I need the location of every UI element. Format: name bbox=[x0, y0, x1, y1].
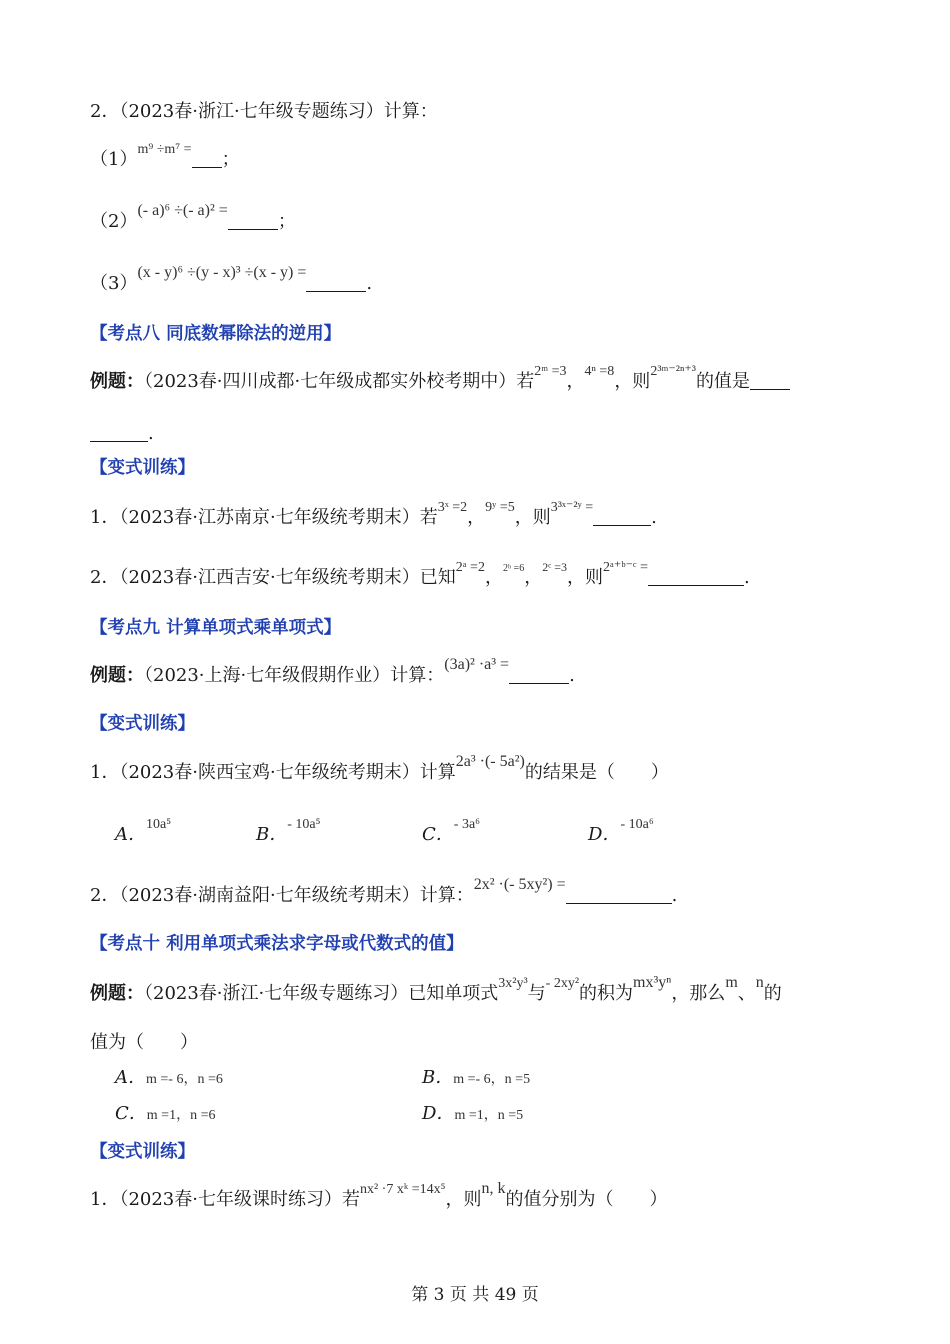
option-value: 10a⁵ bbox=[146, 817, 172, 832]
question-source: （2023春·七年级课时练习）若 bbox=[119, 1189, 360, 1210]
text: 的结果是（ ） bbox=[524, 762, 669, 783]
text: ，则 bbox=[514, 507, 551, 528]
training-8-q2 bbox=[90, 560, 750, 593]
option-a[interactable] bbox=[115, 1066, 223, 1092]
punctuation: . bbox=[743, 567, 750, 588]
question-source: （2023春·江苏南京·七年级统考期末）若 bbox=[119, 507, 438, 528]
option-letter: D． bbox=[422, 1103, 455, 1124]
math-expression: nx² ·7 xᵏ =14x⁵ bbox=[359, 1182, 446, 1197]
sub-question-2 bbox=[90, 202, 296, 235]
math-expression: m bbox=[725, 974, 738, 991]
page-footer: 第 3 页 共 49 页 bbox=[411, 1285, 539, 1305]
punctuation: . bbox=[148, 423, 154, 444]
option-value: m =- 6，n =5 bbox=[453, 1072, 531, 1087]
example-source: （2023春·浙江·七年级专题练习）已知单项式 bbox=[144, 983, 499, 1004]
sub-question-3 bbox=[90, 264, 373, 297]
math-expression: 4ⁿ =8 bbox=[584, 364, 615, 379]
option-c[interactable] bbox=[115, 1102, 215, 1128]
math-expression: n, k bbox=[481, 1180, 506, 1197]
sub-question-1 bbox=[90, 142, 240, 174]
option-value: m =- 6，n =6 bbox=[146, 1072, 223, 1087]
punctuation: ； bbox=[277, 211, 296, 232]
punctuation: . bbox=[671, 885, 678, 906]
question-number: 2． bbox=[90, 885, 120, 906]
option-a[interactable] bbox=[115, 817, 172, 849]
example-source: （2023春·四川成都·七年级成都实外校考期中）若 bbox=[144, 371, 535, 392]
math-expression: 9ʸ =5 bbox=[485, 500, 515, 515]
math-expression: 2ᵃ =2 bbox=[455, 560, 485, 575]
punctuation: . bbox=[366, 273, 373, 294]
answer-blank[interactable] bbox=[90, 425, 148, 442]
sub-label: （3） bbox=[90, 273, 138, 294]
punctuation: ， bbox=[467, 507, 486, 528]
option-letter: C． bbox=[115, 1103, 147, 1124]
punctuation: ， bbox=[566, 371, 585, 392]
math-expression: 3³ˣ⁻²ʸ = bbox=[550, 500, 594, 515]
example-label: 例题： bbox=[90, 371, 144, 392]
math-expression: (- a)⁶ ÷(- a)² = bbox=[137, 202, 228, 219]
punctuation: ； bbox=[221, 149, 240, 170]
example-source: （2023·上海·七年级假期作业）计算： bbox=[144, 665, 445, 686]
example-label: 例题： bbox=[90, 665, 144, 686]
math-expression: 2x² ·(- 5xy²) = bbox=[473, 876, 566, 893]
example-10-continued: 值为（ ） bbox=[90, 1032, 198, 1053]
question-source: （2023春·陕西宝鸡·七年级统考期末）计算 bbox=[119, 762, 456, 783]
answer-blank[interactable] bbox=[750, 373, 790, 390]
option-value: - 10a⁵ bbox=[287, 817, 321, 832]
punctuation: ， bbox=[524, 567, 543, 588]
answer-blank[interactable] bbox=[228, 213, 278, 230]
text: ，那么 bbox=[671, 983, 726, 1004]
example-9 bbox=[90, 656, 575, 689]
section-heading-10: 【考点十 利用单项式乘法求字母或代数式的值】 bbox=[90, 934, 464, 954]
text: 的值是 bbox=[695, 371, 750, 392]
math-expression: 2ᶜ =3 bbox=[542, 560, 568, 574]
example-10 bbox=[90, 974, 782, 1008]
text: ，则 bbox=[445, 1189, 482, 1210]
sub-label: （1） bbox=[90, 149, 138, 170]
math-expression: 2ᵇ =6 bbox=[502, 563, 525, 574]
option-value: - 3a⁶ bbox=[453, 817, 481, 832]
math-expression: 3x²y³ bbox=[498, 976, 528, 991]
text: 与 bbox=[527, 983, 546, 1004]
option-b[interactable] bbox=[422, 1066, 530, 1092]
question-number: 1． bbox=[90, 507, 120, 528]
option-d[interactable] bbox=[422, 1102, 523, 1128]
math-expression: mx³yⁿ bbox=[633, 974, 672, 991]
punctuation: . bbox=[569, 665, 575, 686]
math-expression: 2³ᵐ⁻²ⁿ⁺³ bbox=[650, 364, 696, 379]
answer-blank[interactable] bbox=[306, 275, 366, 292]
text: ，则 bbox=[567, 567, 604, 588]
option-letter: C． bbox=[422, 824, 454, 845]
text: 的 bbox=[763, 983, 782, 1004]
question-number: 1． bbox=[90, 1189, 120, 1210]
training-8-q1 bbox=[90, 500, 657, 532]
punctuation: . bbox=[651, 507, 657, 528]
example-8 bbox=[90, 364, 790, 396]
question-number: 2． bbox=[90, 567, 120, 588]
math-expression: (x - y)⁶ ÷(y - x)³ ÷(x - y) = bbox=[137, 264, 307, 281]
training-10-q1 bbox=[90, 1180, 668, 1214]
punctuation: ， bbox=[484, 567, 503, 588]
answer-blank[interactable] bbox=[192, 151, 222, 168]
question-number: 1． bbox=[90, 762, 120, 783]
math-expression: 2ᵐ =3 bbox=[534, 364, 567, 379]
option-b[interactable] bbox=[256, 817, 321, 849]
option-c[interactable] bbox=[422, 817, 481, 849]
text: 的值分别为（ ） bbox=[505, 1189, 668, 1210]
option-value: m =1，n =5 bbox=[454, 1108, 524, 1123]
sub-label: （2） bbox=[90, 211, 138, 232]
answer-blank[interactable] bbox=[593, 509, 651, 526]
math-expression: 2a³ ·(- 5a²) bbox=[455, 753, 525, 770]
text: 的积为 bbox=[579, 983, 634, 1004]
punctuation: 、 bbox=[737, 983, 756, 1004]
option-letter: A． bbox=[115, 1067, 146, 1088]
training-9-q1 bbox=[90, 753, 669, 786]
training-heading-9: 【变式训练】 bbox=[90, 714, 195, 734]
math-expression: 3ˣ =2 bbox=[437, 500, 468, 515]
section-heading-9: 【考点九 计算单项式乘单项式】 bbox=[90, 618, 342, 638]
example-8-continued bbox=[90, 422, 154, 446]
example-label: 例题： bbox=[90, 983, 144, 1004]
training-9-q2 bbox=[90, 876, 678, 909]
math-expression: (3a)² ·a³ = bbox=[444, 656, 510, 673]
question-number: 2． bbox=[90, 101, 120, 122]
question-source: （2023春·浙江·七年级专题练习）计算： bbox=[119, 101, 438, 122]
training-heading-8: 【变式训练】 bbox=[90, 458, 195, 478]
answer-blank[interactable] bbox=[509, 667, 569, 684]
question-source: （2023春·江西吉安·七年级统考期末）已知 bbox=[119, 567, 456, 588]
option-value: m =1，n =6 bbox=[146, 1108, 216, 1123]
option-value: - 10a⁶ bbox=[620, 817, 654, 832]
option-letter: B． bbox=[422, 1067, 454, 1088]
section-heading-8: 【考点八 同底数幂除法的逆用】 bbox=[90, 324, 342, 344]
question-2 bbox=[90, 100, 438, 124]
option-d[interactable] bbox=[588, 817, 654, 849]
option-letter: D． bbox=[588, 824, 621, 845]
math-expression: n bbox=[755, 974, 764, 991]
option-letter: A． bbox=[115, 824, 146, 845]
text: ，则 bbox=[614, 371, 651, 392]
answer-blank[interactable] bbox=[566, 887, 672, 904]
answer-blank[interactable] bbox=[648, 569, 744, 586]
math-expression: - 2xy² bbox=[545, 976, 580, 991]
math-expression: 2ᵃ⁺ᵇ⁻ᶜ = bbox=[603, 560, 648, 575]
question-source: （2023春·湖南益阳·七年级统考期末）计算： bbox=[119, 885, 474, 906]
training-heading-10: 【变式训练】 bbox=[90, 1142, 195, 1162]
option-letter: B． bbox=[256, 824, 288, 845]
math-expression: m⁹ ÷m⁷ = bbox=[137, 142, 192, 157]
